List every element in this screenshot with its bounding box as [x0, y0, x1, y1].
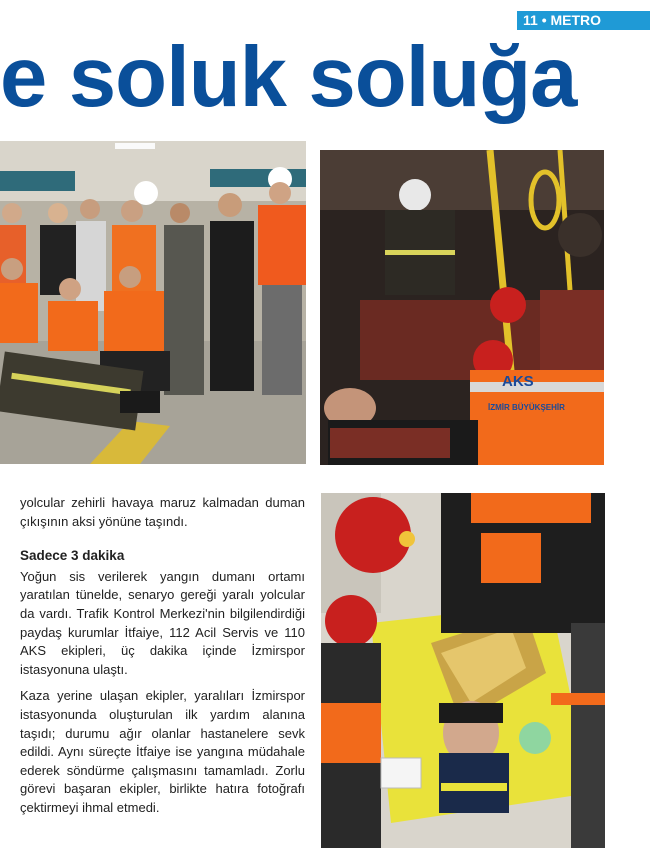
body-paragraph-1: Yoğun sis verilerek yangın dumanı ortamı yaratılan tünelde, senaryo gereği yaralı yolcular da vardı. Trafik Kontrol Merkezi'nin bilgilendirdiği paydaş kurumlar İtfaiye, 112 Acil Servis ve 110 AKS ekipleri, üç dakika içinde İzmirspor istasyonuna ulaştı. — [20, 568, 305, 677]
group-photo — [0, 141, 306, 464]
subheading: Sadece 3 dakika — [20, 548, 125, 564]
vest-label-izmir: İZMİR BÜYÜKŞEHİR — [488, 403, 565, 412]
intro-paragraph: yolcular zehirli havaya maruz kalmadan duman çıkışının aksi yönüne taşındı. — [20, 495, 305, 529]
body-paragraph-2: Kaza yerine ulaşan ekipler, yaralıları İzmirspor istasyonunda oluşturulan ilk yardım alanına taşıdı; durumu ağır olanlar hastanelere sevk edildi. Aynı süreçte İtfaiye ise yangına müdahale ederek söndürme çalışmasını tamamladı. Zorlu görevi başaran ekipler, birlikte hatıra fotoğrafı çektirmeyi ihmal etmedi. — [20, 688, 305, 815]
vest-label-aks: AKS — [502, 373, 534, 390]
section-tag: 11 • METRO — [517, 11, 650, 30]
metro-rescue-photo — [320, 150, 604, 465]
stretcher-rescue-photo — [321, 493, 605, 848]
page-headline: e soluk soluğa — [0, 30, 577, 125]
article-body — [20, 494, 305, 826]
